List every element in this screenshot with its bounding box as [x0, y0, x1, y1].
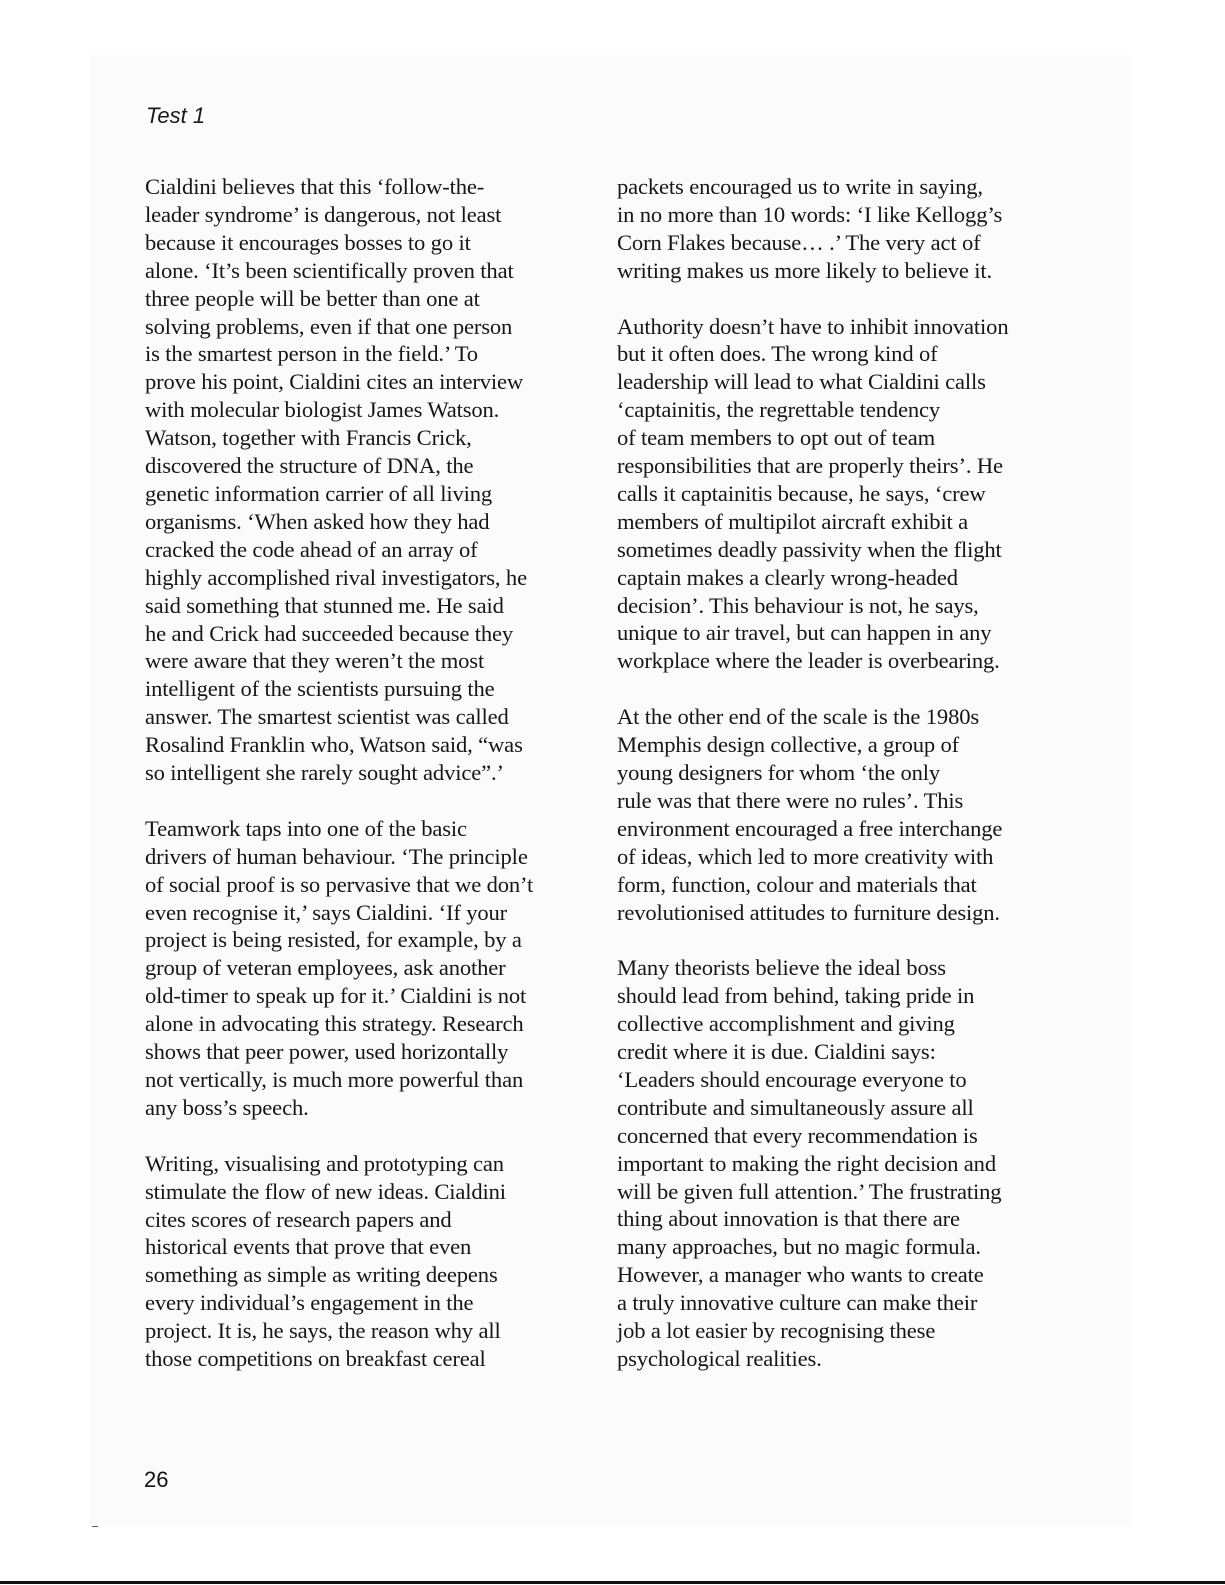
- text-line: sometimes deadly passivity when the flight: [617, 536, 1002, 562]
- text-line: thing about innovation is that there are: [617, 1206, 960, 1232]
- text-line: writing makes us more likely to believe it.: [617, 257, 993, 283]
- text-line: historical events that prove that even: [145, 1234, 472, 1260]
- text-line: concerned that every recommendation is: [617, 1122, 978, 1148]
- text-line: leadership will lead to what Cialdini calls: [617, 369, 986, 395]
- text-line: something as simple as writing deepens: [145, 1262, 498, 1288]
- text-line: drivers of human behaviour. ‘The principle: [145, 843, 528, 869]
- text-line: of social proof is so pervasive that we don’t: [145, 871, 534, 897]
- text-line: However, a manager who wants to create: [617, 1262, 984, 1288]
- text-line: ‘captainitis, the regrettable tendency: [617, 397, 941, 423]
- text-line: of ideas, which led to more creativity with: [617, 843, 994, 869]
- text-line: job a lot easier by recognising these: [617, 1318, 936, 1344]
- text-line: discovered the structure of DNA, the: [145, 453, 474, 479]
- text-line: with molecular biologist James Watson.: [145, 397, 500, 423]
- text-line: every individual’s engagement in the: [145, 1290, 474, 1316]
- text-line: calls it captainitis because, he says, ‘crew: [617, 480, 986, 506]
- text-line: prove his point, Cialdini cites an interview: [145, 369, 524, 395]
- text-line: contribute and simultaneously assure all: [617, 1094, 974, 1120]
- text-line: decision’. This behaviour is not, he says,: [617, 592, 979, 618]
- text-line: solving problems, even if that one person: [145, 313, 513, 339]
- text-line: many approaches, but no magic formula.: [617, 1234, 981, 1260]
- text-line: Many theorists believe the ideal boss: [617, 955, 946, 981]
- text-line: answer. The smartest scientist was called: [145, 704, 509, 730]
- text-line: those competitions on breakfast cereal: [145, 1346, 486, 1372]
- paragraph: [617, 313, 1087, 676]
- text-line: shows that peer power, used horizontally: [145, 1039, 509, 1065]
- paragraph: [145, 173, 605, 787]
- text-line: stimulate the flow of new ideas. Cialdini: [145, 1178, 506, 1204]
- text-column-right: [617, 173, 1087, 1401]
- text-line: Teamwork taps into one of the basic: [145, 815, 467, 841]
- text-line: any boss’s speech.: [145, 1094, 309, 1120]
- text-line: form, function, colour and materials that: [617, 871, 977, 897]
- scan-edge-mark: [92, 1526, 98, 1527]
- text-line: in no more than 10 words: ‘I like Kellogg’s: [617, 201, 1003, 227]
- text-line: so intelligent she rarely sought advice”.’: [145, 760, 504, 786]
- text-line: responsibilities that are properly theirs’. He: [617, 453, 1003, 479]
- text-line: credit where it is due. Cialdini says:: [617, 1039, 936, 1065]
- text-line: Memphis design collective, a group of: [617, 732, 960, 758]
- text-line: group of veteran employees, ask another: [145, 955, 506, 981]
- text-line: leader syndrome’ is dangerous, not least: [145, 201, 502, 227]
- text-line: even recognise it,’ says Cialdini. ‘If your: [145, 899, 508, 925]
- text-line: captain makes a clearly wrong-headed: [617, 564, 958, 590]
- text-line: three people will be better than one at: [145, 285, 480, 311]
- text-line: revolutionised attitudes to furniture design.: [617, 899, 1000, 925]
- page-number: 26: [144, 1467, 169, 1492]
- text-line: because it encourages bosses to go it: [145, 229, 471, 255]
- text-line: psychological realities.: [617, 1346, 822, 1372]
- text-line: cites scores of research papers and: [145, 1206, 452, 1232]
- paragraph: [145, 815, 605, 1122]
- text-line: organisms. ‘When asked how they had: [145, 508, 490, 534]
- text-line: old-timer to speak up for it.’ Cialdini is not: [145, 983, 527, 1009]
- text-line: project is being resisted, for example, by a: [145, 927, 522, 953]
- text-line: collective accomplishment and giving: [617, 1011, 955, 1037]
- running-head: Test 1: [146, 103, 206, 128]
- text-line: At the other end of the scale is the 1980s: [617, 704, 980, 730]
- text-line: Cialdini believes that this ‘follow-the-: [145, 174, 485, 199]
- text-line: of team members to opt out of team: [617, 425, 936, 451]
- text-line: should lead from behind, taking pride in: [617, 983, 975, 1009]
- text-line: project. It is, he says, the reason why all: [145, 1318, 501, 1344]
- text-line: said something that stunned me. He said: [145, 592, 504, 618]
- text-line: cracked the code ahead of an array of: [145, 536, 478, 562]
- text-line: ‘Leaders should encourage everyone to: [617, 1066, 967, 1092]
- text-line: rule was that there were no rules’. This: [617, 787, 964, 813]
- text-line: Watson, together with Francis Crick,: [145, 425, 472, 451]
- text-line: genetic information carrier of all living: [145, 480, 493, 506]
- text-line: young designers for whom ‘the only: [617, 760, 941, 785]
- text-line: intelligent of the scientists pursuing the: [145, 676, 495, 702]
- text-line: Rosalind Franklin who, Watson said, “was: [145, 732, 523, 758]
- paragraph: [145, 1150, 605, 1373]
- text-line: alone. ‘It’s been scientifically proven that: [145, 257, 514, 283]
- text-line: will be given full attention.’ The frustrating: [617, 1178, 1002, 1204]
- text-line: but it often does. The wrong kind of: [617, 341, 938, 367]
- text-line: environment encouraged a free interchange: [617, 815, 1003, 841]
- scan-bottom-edge: [0, 1581, 1225, 1584]
- text-line: were aware that they weren’t the most: [145, 648, 485, 674]
- text-line: unique to air travel, but can happen in any: [617, 620, 992, 646]
- text-line: a truly innovative culture can make their: [617, 1290, 978, 1316]
- paragraph: [617, 954, 1087, 1373]
- text-line: he and Crick had succeeded because they: [145, 620, 514, 646]
- paragraph: [617, 173, 1087, 285]
- text-line: highly accomplished rival investigators, he: [145, 564, 527, 590]
- text-column-left: [145, 173, 605, 1401]
- text-line: alone in advocating this strategy. Research: [145, 1011, 524, 1037]
- text-line: important to making the right decision and: [617, 1150, 996, 1176]
- text-line: not vertically, is much more powerful than: [145, 1066, 524, 1092]
- text-line: workplace where the leader is overbearing.: [617, 648, 1000, 674]
- text-line: Corn Flakes because… .’ The very act of: [617, 229, 981, 255]
- paragraph: [617, 703, 1087, 926]
- text-line: packets encouraged us to write in saying,: [617, 174, 983, 199]
- text-line: Authority doesn’t have to inhibit innovation: [617, 313, 1009, 339]
- text-line: members of multipilot aircraft exhibit a: [617, 508, 968, 534]
- text-line: is the smartest person in the field.’ To: [145, 341, 478, 367]
- text-line: Writing, visualising and prototyping can: [145, 1150, 504, 1176]
